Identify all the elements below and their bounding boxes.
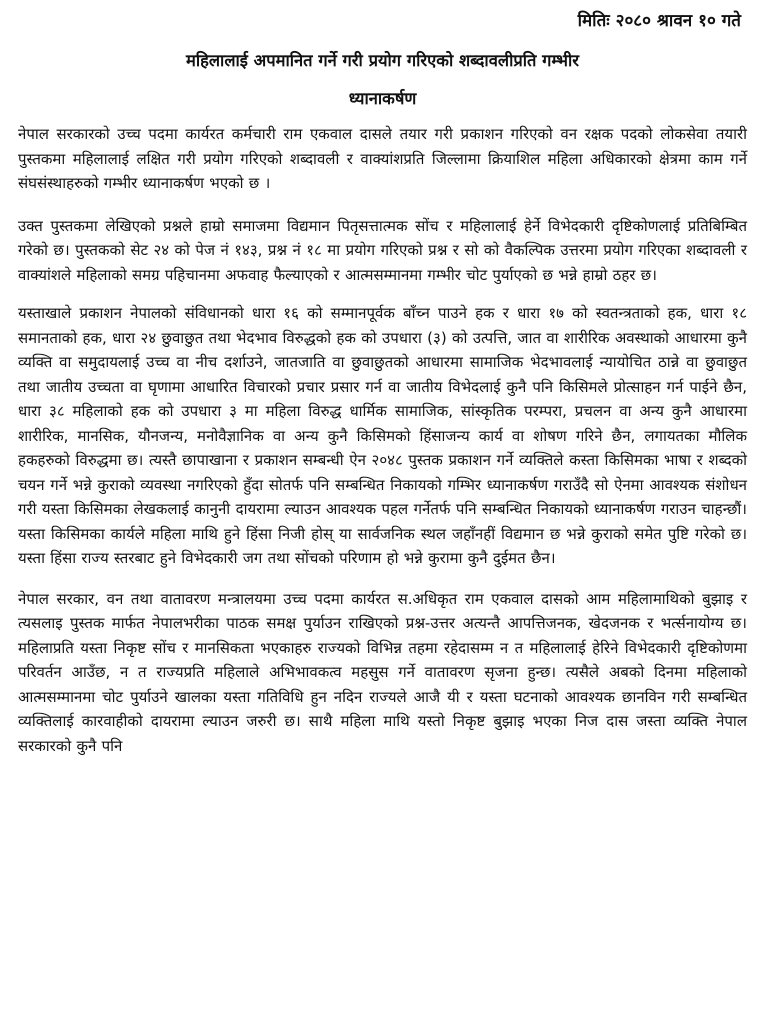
paragraph-1: नेपाल सरकारको उच्च पदमा कार्यरत कर्मचारी राम एकवाल दासले तयार गरी प्रकाशन गरिएको वन रक्षक पदको लोकसेवा तयारी पुस्तकमा महिलालाई लक्षित गरी प्रयोग गरिएको शब्दावली र वाक्यांशप्रति जिल्लामा क्रियाशिल महिला अधिकारको क्षेत्रमा काम गर्ने संघसंस्थाहरुको गम्भीर ध्यानाकर्षण भएको छ । [18, 125, 747, 192]
document-date: मितिः २०८० श्रावन १० गते [577, 11, 741, 31]
paragraph-2: उक्त पुस्तकमा लेखिएको प्रश्नले हाम्रो समाजमा विद्यमान पितृसत्तात्मक सोंच र महिलालाई हेर्ने विभेदकारी दृष्टिकोणलाई प्रतिबिम्बित गरेको छ। पुस्तकको सेट २४ को पेज नं १४३, प्रश्न नं १८ मा प्रयोग गरिएको प्रश्न र सो को वैकल्पिक उत्तरमा प्रयोग गरिएका शब्दावली र वाक्यांशले महिलाको समग्र पहिचानमा अफवाह फैल्याएको र आत्मसम्मानमा गम्भीर चोट पुर्याएको छ भन्ने हाम्रो ठहर छ। [18, 216, 747, 284]
document-subtitle: ध्यानाकर्षण [348, 89, 417, 108]
paragraph-4: नेपाल सरकार, वन तथा वातावरण मन्त्रालयमा उच्च पदमा कार्यरत स.अधिकृत राम एकवाल दासको आम महिलामाथिको बुझाइ र त्यसलाइ पुस्तक मार्फत नेपालभरीका पाठक समक्ष पुर्याउन राखिएको प्रश्न-उत्तर अत्यन्तै आपत्तिजनक, खेदजनक र भर्त्सनायोग्य छ। महिलाप्रति यस्ता निकृष्ट सोंच र मानसिकता भएकाहरु राज्यको विभिन्न तहमा रहेदासम्म न त महिलालाई हेरिने विभेदकारी दृष्टिकोणमा परिवर्तन आउँछ, न त राज्यप्रति महिलाले अभिभावकत्व महसुस गर्ने वातावरण सृजना हुन्छ। त्यसैले अबको दिनमा महिलाको आत्मसम्मानमा चोट पुर्याउने खालका यस्ता गतिविधि हुन नदिन राज्यले आजै यी र यस्ता घटनाको आवश्यक छानविन गरी सम्बन्धित व्यक्तिलाई कारवाहीको दायरामा ल्याउन जरुरी छ। साथै महिला माथि यस्तो निकृष्ट बुझाइ भएका निज दास जस्ता व्यक्ति नेपाल सरकारको कुनै पनि [18, 589, 747, 755]
document-title: महिलालाई अपमानित गर्ने गरी प्रयोग गरिएको शब्दावलीप्रति गम्भीर [185, 51, 580, 70]
paragraph-3: यस्ताखाले प्रकाशन नेपालको संविधानको धारा १६ को सम्मानपूर्वक बाँच्न पाउने हक र धारा १७ को स्वतन्त्रताको हक, धारा १८ समानताको हक, धारा २४ छुवाछुत तथा भेदभाव विरुद्धको हक को उपधारा (३) को उत्पत्ति, जात वा शारीरिक अवस्थाको आधारमा कुनै व्यक्ति वा समुदायलाई उच्च वा नीच दर्शाउने, जातजाति वा छुवाछुतको आधारमा सामाजिक भेदभावलाई न्यायोचित ठान्ने वा छुवाछुत तथा जातीय उच्चता वा घृणामा आधारित विचारको प्रचार प्रसार गर्न वा जातीय विभेदलाई कुनै पनि किसिमले प्रोत्साहन गर्न पाईने छैन, धारा ३८ महिलाको हक को उपधारा ३ मा महिला विरुद्ध धार्मिक सामाजिक, सांस्कृतिक परम्परा, प्रचलन वा अन्य कुनै आधारमा शारीरिक, मानसिक, यौनजन्य, मनोवैज्ञानिक वा अन्य कुनै किसिमको हिंसाजन्य कार्य वा शोषण गरिने छैन, लगायतका मौलिक हकहरुको विरुद्धमा छ। त्यस्तै छापाखाना र प्रकाशन सम्बन्धी ऐन २०४८ पुस्तक प्रकाशन गर्ने व्यक्तिले कस्ता किसिमका भाषा र शब्दको चयन गर्ने भन्ने कुराको व्यवस्था नगरिएको हुँदा सोतर्फ पनि सम्बन्धित निकायको गम्भिर ध्यानाकर्षण गराउँदै सो ऐनमा आवश्यक संशोधन गरी यस्ता किसिमका लेखकलाई कानुनी दायरामा ल्याउन आवश्यक पहल गर्नेतर्फ पनि सम्बन्धित निकायको ध्यानाकर्षण गराउन चाहन्छौं। यस्ता किसिमका कार्यले महिला माथि हुने हिंसा निजी होस् या सार्वजनिक स्थल जहाँनहीं विद्यमान छ भन्ने कुराको समेत पुष्टि गरेको छ। यस्ता हिंसा राज्य स्तरबाट हुने विभेदकारी जग तथा सोंचको परिणाम हो भन्ने कुरामा कुनै दुईमत छैन। [18, 304, 747, 567]
